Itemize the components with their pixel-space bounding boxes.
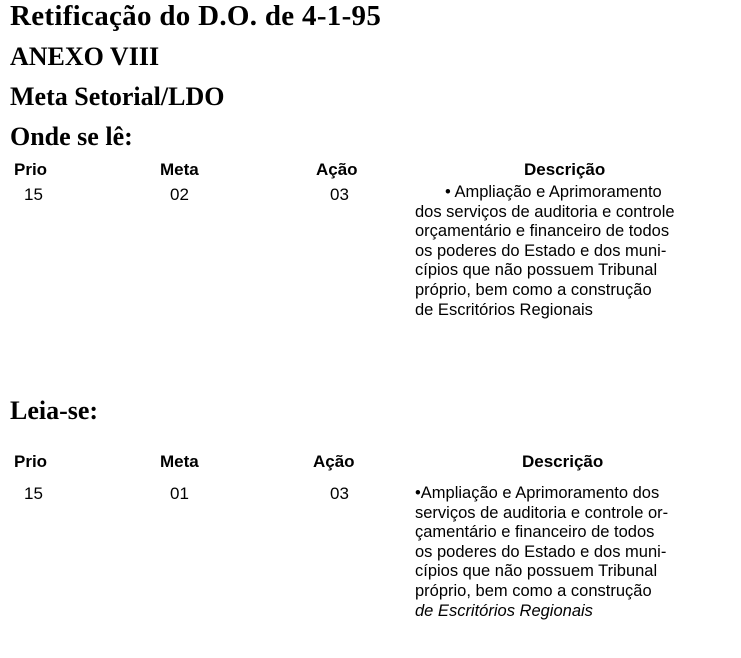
- descricao-line: çamentário e financeiro de todos: [415, 523, 655, 542]
- descricao-line: dos serviços de auditoria e controle: [415, 202, 675, 221]
- descricao-line: serviços de auditoria e controle or-: [415, 503, 669, 522]
- descricao-line: próprio, bem como a construção: [415, 581, 652, 600]
- column-header-meta: Meta: [160, 160, 199, 179]
- descricao-line: próprio, bem como a construção: [415, 280, 652, 299]
- descricao-line: cípios que não possuem Tribunal: [415, 562, 658, 581]
- descricao-line: os poderes do Estado e dos muni-: [415, 542, 667, 561]
- cell-prio: 15: [24, 185, 43, 204]
- cell-meta: 01: [170, 484, 189, 503]
- onde-se-le-heading: Onde se lê:: [10, 122, 133, 151]
- descricao-line: cípios que não possuem Tribunal: [415, 261, 658, 280]
- column-header-prio: Prio: [14, 160, 48, 179]
- descricao-line: • Ampliação e Aprimoramento: [445, 183, 662, 201]
- cell-acao: 03: [330, 484, 349, 503]
- cell-descricao: [415, 484, 733, 621]
- descricao-line: orçamentário e financeiro de todos: [415, 222, 670, 241]
- cell-prio: 15: [24, 484, 43, 503]
- column-header-acao: Ação: [316, 160, 358, 179]
- meta-heading: Meta Setorial/LDO: [10, 82, 225, 111]
- column-header-descricao: Descrição: [524, 160, 606, 179]
- annex-heading: ANEXO VIII: [10, 42, 160, 71]
- column-header-meta: Meta: [160, 452, 199, 471]
- column-header-acao: Ação: [313, 452, 355, 471]
- descricao-line: •Ampliação e Aprimoramento dos: [415, 484, 660, 502]
- column-header-descricao: Descrição: [522, 452, 604, 471]
- page-title: Retificação do D.O. de 4-1-95: [10, 0, 382, 32]
- cell-meta: 02: [170, 185, 189, 204]
- descricao-line: de Escritórios Regionais: [415, 601, 593, 620]
- cell-acao: 03: [330, 185, 349, 204]
- descricao-line: de Escritórios Regionais: [415, 300, 593, 319]
- cell-descricao: [415, 183, 733, 320]
- leia-se-heading: Leia-se:: [10, 396, 99, 425]
- descricao-line: os poderes do Estado e dos muni-: [415, 241, 667, 260]
- column-header-prio: Prio: [14, 452, 48, 471]
